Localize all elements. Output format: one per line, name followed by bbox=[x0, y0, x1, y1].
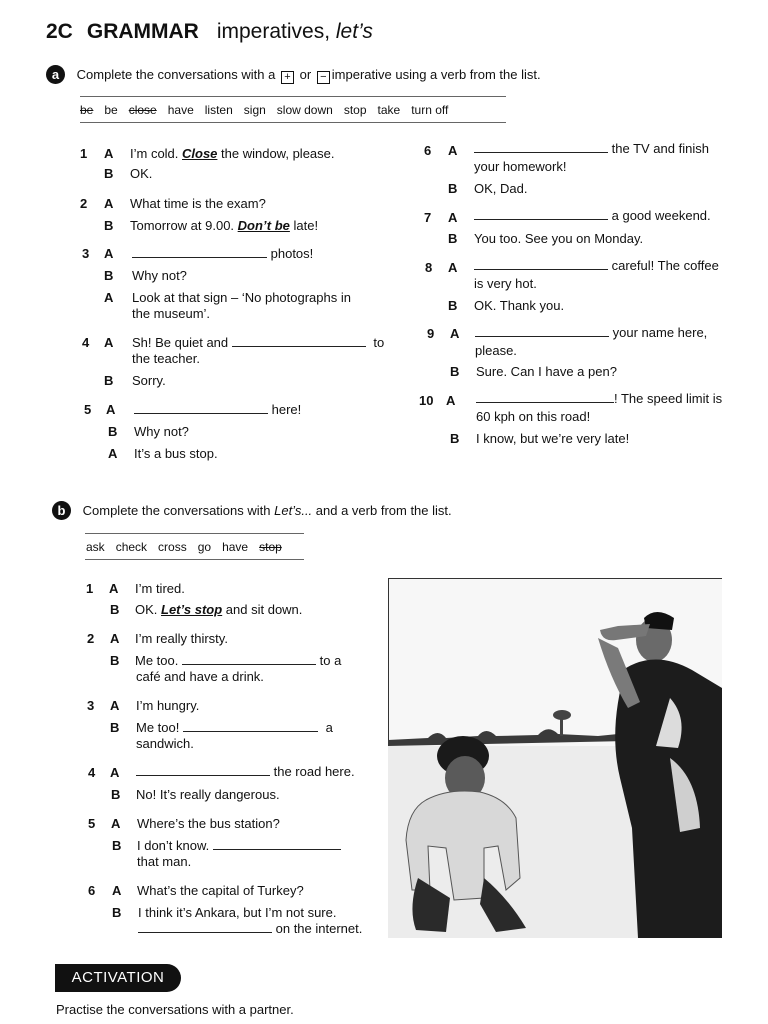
dialogue-line: You too. See you on Monday. bbox=[474, 231, 644, 246]
word-item: slow down bbox=[276, 103, 333, 117]
item-number: 4 bbox=[82, 335, 90, 350]
dialogue-line: No! It’s really dangerous. bbox=[136, 787, 280, 802]
speaker-label: A bbox=[110, 765, 120, 780]
wordlist-a bbox=[80, 103, 459, 117]
word-item: ask bbox=[86, 540, 105, 554]
wordlist-a-bottom-rule bbox=[80, 122, 506, 123]
dialogue-line: Sorry. bbox=[132, 373, 166, 388]
answer-blank[interactable] bbox=[138, 922, 272, 933]
word-item: turn off bbox=[411, 103, 449, 117]
dialogue-line: I know, but we’re very late! bbox=[476, 431, 630, 446]
dialogue-line: Tomorrow at 9.00. Don’t be late! bbox=[130, 218, 319, 233]
word-item: be bbox=[80, 103, 94, 117]
dialogue-line: please. bbox=[475, 343, 517, 358]
dialogue-line: is very hot. bbox=[474, 276, 537, 291]
word-item: sign bbox=[243, 103, 266, 117]
dialogue-line: the road here. bbox=[136, 764, 355, 779]
speaker-label: A bbox=[106, 402, 116, 417]
answer-blank[interactable] bbox=[474, 259, 608, 270]
item-number: 3 bbox=[82, 246, 90, 261]
dialogue-line: I think it’s Ankara, but I’m not sure. bbox=[138, 905, 337, 920]
exercise-b-header bbox=[52, 501, 452, 520]
exercise-a-instruction: Complete the conversations with a + or − imperative using a verb from the list. bbox=[76, 67, 541, 83]
dialogue-line: I’m hungry. bbox=[136, 698, 200, 713]
dialogue-line: sandwich. bbox=[136, 736, 194, 751]
item-number: 3 bbox=[87, 698, 95, 713]
dialogue-line: I don’t know. bbox=[137, 838, 341, 853]
speaker-label: A bbox=[104, 290, 114, 305]
dialogue-line: careful! The coffee bbox=[474, 258, 719, 273]
speaker-label: B bbox=[450, 364, 460, 379]
speaker-label: A bbox=[104, 246, 114, 261]
speaker-label: B bbox=[448, 181, 458, 196]
photo-two-men bbox=[388, 578, 722, 938]
answer-blank[interactable] bbox=[183, 721, 318, 732]
dialogue-line: Sh! Be quiet and to bbox=[132, 335, 385, 350]
dialogue-line: café and have a drink. bbox=[136, 669, 264, 684]
wordlist-a-top-rule bbox=[80, 96, 506, 97]
answer-blank[interactable] bbox=[134, 403, 268, 414]
activation-text: Practise the conversations with a partner. bbox=[56, 1002, 294, 1017]
activation-label: ACTIVATION bbox=[55, 964, 181, 992]
dialogue-line: photos! bbox=[132, 246, 313, 261]
exercise-b-badge: b bbox=[52, 501, 71, 520]
dialogue-line: I’m really thirsty. bbox=[135, 631, 228, 646]
speaker-label: A bbox=[108, 446, 118, 461]
word-item: have bbox=[222, 540, 249, 554]
dialogue-line: your homework! bbox=[474, 159, 567, 174]
speaker-label: A bbox=[110, 631, 120, 646]
wordlist-b-bottom-rule bbox=[85, 559, 304, 560]
speaker-label: B bbox=[104, 268, 114, 283]
answer-blank[interactable] bbox=[213, 839, 341, 850]
wordlist-b bbox=[86, 540, 293, 554]
speaker-label: A bbox=[104, 196, 114, 211]
dialogue-line: the teacher. bbox=[132, 351, 200, 366]
speaker-label: A bbox=[450, 326, 460, 341]
speaker-label: B bbox=[112, 905, 122, 920]
dialogue-line: OK. Thank you. bbox=[474, 298, 565, 313]
speaker-label: B bbox=[450, 431, 460, 446]
speaker-label: B bbox=[104, 166, 114, 181]
word-item: cross bbox=[158, 540, 187, 554]
word-item: go bbox=[197, 540, 212, 554]
dialogue-line: OK. bbox=[130, 166, 153, 181]
exercise-a-header bbox=[46, 65, 541, 84]
speaker-label: B bbox=[112, 838, 122, 853]
dialogue-line: What’s the capital of Turkey? bbox=[137, 883, 304, 898]
minus-box-icon: − bbox=[317, 71, 330, 84]
answer-blank[interactable] bbox=[136, 765, 270, 776]
answer-blank[interactable] bbox=[475, 326, 609, 337]
speaker-label: A bbox=[104, 146, 114, 161]
item-number: 9 bbox=[427, 326, 435, 341]
item-number: 1 bbox=[80, 146, 88, 161]
speaker-label: B bbox=[104, 373, 114, 388]
item-number: 5 bbox=[88, 816, 96, 831]
section-word: GRAMMAR bbox=[86, 20, 199, 43]
dialogue-line: ! The speed limit is bbox=[476, 391, 722, 406]
page-title bbox=[46, 20, 373, 44]
word-item: close bbox=[128, 103, 157, 117]
dialogue-line: OK, Dad. bbox=[474, 181, 528, 196]
word-item: stop bbox=[259, 540, 282, 554]
item-number: 2 bbox=[80, 196, 88, 211]
dialogue-line: on the internet. bbox=[138, 921, 362, 936]
answer-blank[interactable] bbox=[182, 654, 316, 665]
item-number: 7 bbox=[424, 210, 432, 225]
speaker-label: B bbox=[108, 424, 118, 439]
example-answer: Close bbox=[182, 146, 218, 161]
exercise-b-instruction: Complete the conversations with Let’s... and a verb from the list. bbox=[82, 503, 452, 518]
speaker-label: A bbox=[448, 260, 458, 275]
speaker-label: A bbox=[446, 393, 456, 408]
exercise-a-badge: a bbox=[46, 65, 65, 84]
dialogue-line: here! bbox=[134, 402, 301, 417]
unit-code: 2C bbox=[46, 20, 73, 43]
answer-blank[interactable] bbox=[132, 247, 267, 258]
dialogue-line: What time is the exam? bbox=[130, 196, 266, 211]
plus-box-icon: + bbox=[281, 71, 294, 84]
title-subtitle: imperatives, let’s bbox=[216, 20, 373, 43]
item-number: 6 bbox=[424, 143, 432, 158]
dialogue-line: Where’s the bus station? bbox=[137, 816, 280, 831]
dialogue-line: Look at that sign – ‘No photographs in bbox=[132, 290, 351, 305]
speaker-label: B bbox=[448, 298, 458, 313]
example-answer: Don’t be bbox=[237, 218, 290, 233]
speaker-label: A bbox=[448, 143, 458, 158]
word-item: have bbox=[167, 103, 194, 117]
dialogue-line: Why not? bbox=[134, 424, 189, 439]
photo-illustration bbox=[388, 578, 722, 938]
speaker-label: A bbox=[109, 581, 119, 596]
dialogue-line: Me too. to a bbox=[135, 653, 342, 668]
dialogue-line: the TV and finish bbox=[474, 141, 709, 156]
speaker-label: A bbox=[448, 210, 458, 225]
speaker-label: B bbox=[110, 720, 120, 735]
item-number: 6 bbox=[88, 883, 96, 898]
dialogue-line: I’m cold. Close the window, please. bbox=[130, 146, 335, 161]
word-item: take bbox=[377, 103, 401, 117]
dialogue-line: It’s a bus stop. bbox=[134, 446, 218, 461]
item-number: 2 bbox=[87, 631, 95, 646]
dialogue-line: I’m tired. bbox=[135, 581, 185, 596]
item-number: 1 bbox=[86, 581, 94, 596]
dialogue-line: Sure. Can I have a pen? bbox=[476, 364, 617, 379]
speaker-label: A bbox=[104, 335, 114, 350]
dialogue-line: a good weekend. bbox=[474, 208, 711, 223]
speaker-label: A bbox=[112, 883, 122, 898]
speaker-label: B bbox=[110, 602, 120, 617]
dialogue-line: the museum’. bbox=[132, 306, 211, 321]
item-number: 4 bbox=[88, 765, 96, 780]
dialogue-line: OK. Let’s stop and sit down. bbox=[135, 602, 303, 617]
speaker-label: B bbox=[110, 653, 120, 668]
speaker-label: B bbox=[111, 787, 121, 802]
speaker-label: B bbox=[448, 231, 458, 246]
dialogue-line: Me too! a bbox=[136, 720, 333, 735]
wordlist-b-top-rule bbox=[85, 533, 304, 534]
word-item: stop bbox=[343, 103, 367, 117]
answer-blank[interactable] bbox=[476, 392, 614, 403]
answer-blank[interactable] bbox=[474, 209, 608, 220]
example-answer: Let’s stop bbox=[161, 602, 223, 617]
dialogue-line: your name here, bbox=[475, 325, 707, 340]
item-number: 8 bbox=[425, 260, 433, 275]
word-item: listen bbox=[204, 103, 233, 117]
word-item: check bbox=[115, 540, 148, 554]
speaker-label: A bbox=[111, 816, 121, 831]
speaker-label: A bbox=[110, 698, 120, 713]
dialogue-line: 60 kph on this road! bbox=[476, 409, 591, 424]
item-number: 5 bbox=[84, 402, 92, 417]
item-number: 10 bbox=[419, 393, 434, 408]
word-item: be bbox=[104, 103, 118, 117]
answer-blank[interactable] bbox=[232, 336, 366, 347]
dialogue-line: that man. bbox=[137, 854, 192, 869]
answer-blank[interactable] bbox=[474, 142, 608, 153]
dialogue-line: Why not? bbox=[132, 268, 187, 283]
speaker-label: B bbox=[104, 218, 114, 233]
